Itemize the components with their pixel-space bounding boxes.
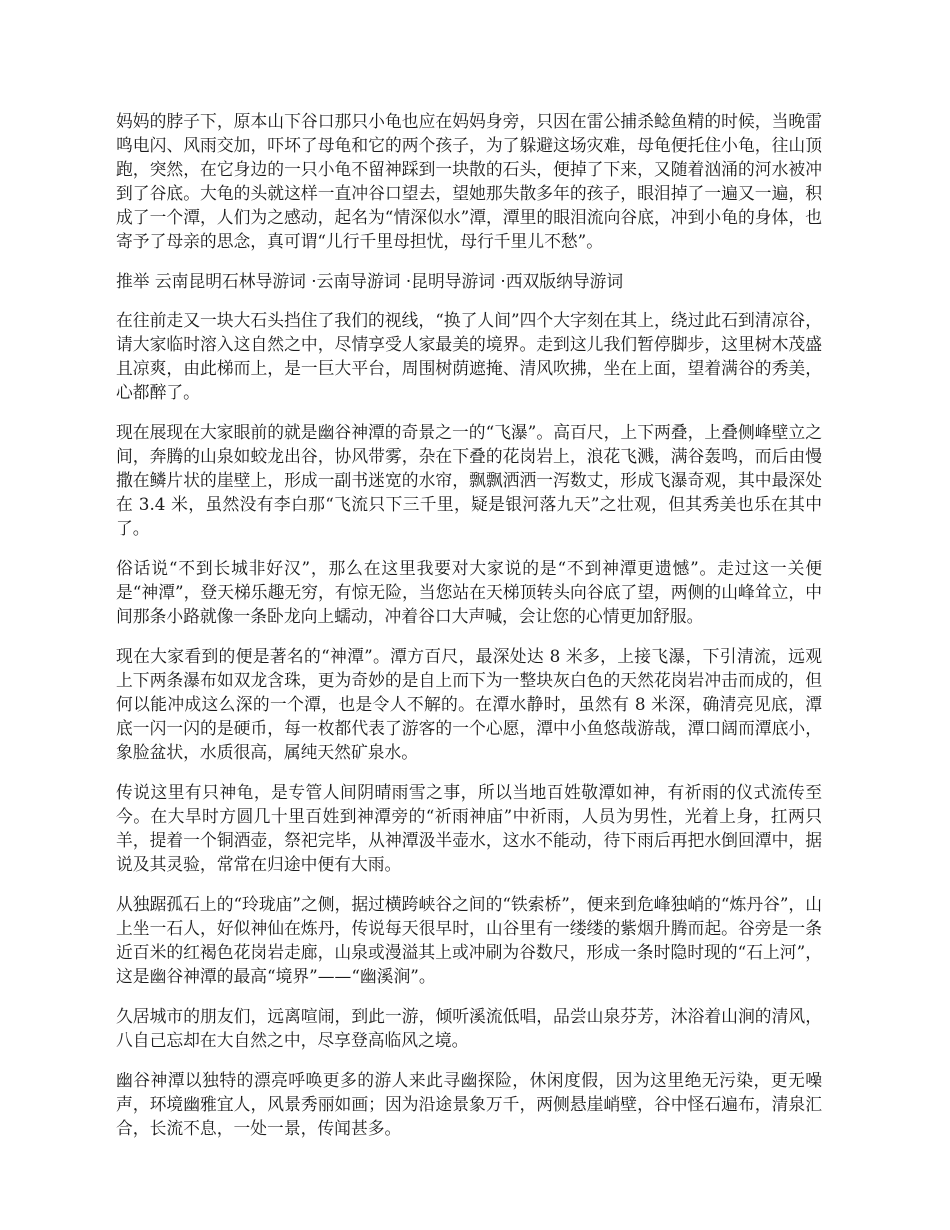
paragraph-sky-ladder: 俗话说“不到长城非好汉”，那么在这里我要对大家说的是“不到神潭更遗憾”。走过这一关便是“神潭”，登天梯乐趣无穷，有惊无险，当您站在天梯顶转头向谷底了望，两侧的山峰耸立，中间那条小路就像一条卧龙向上蠕动，冲着谷口大声喊，会让您的心情更加舒服。	[116, 558, 822, 626]
paragraph-turtle-legend: 妈妈的脖子下，原本山下谷口那只小龟也应在妈妈身旁，只因在雷公捕杀鲶鱼精的时候，当晚雷鸣电闪、风雨交加，吓坏了母龟和它的两个孩子，为了躲避这场灾难，母龟便托住小龟，往山顶跑，突然，在它身边的一只小龟不留神踩到一块散的石头，便掉了下来，又随着汹涌的河水被冲到了谷底。大龟的头就这样一直冲谷口望去，望她那失散多年的孩子，眼泪掉了一遍又一遍，积成了一个潭，人们为之感动，起名为“情深似水”潭，潭里的眼泪流向谷底，冲到小龟的身体，也寄予了母亲的思念，真可谓“儿行千里母担忧，母行千里儿不愁”。	[116, 111, 822, 251]
paragraph-alchemy-valley: 从独踞孤石上的“玲珑庙”之侧，据过横跨峡谷之间的“铁索桥”，便来到危峰独峭的“炼丹谷”，山上坐一石人，好似神仙在炼丹，传说每天很早时，山谷里有一缕缕的紫烟升腾而起。谷旁是一条近百米的红褐色花岗岩走廊，山泉或漫溢其上或冲刷为谷数尺，形成一条时隐时现的“石上河”，这是幽谷神潭的最高“境界”——“幽溪涧”。	[116, 894, 822, 986]
paragraph-city-friends: 久居城市的朋友们，远离喧闹，到此一游，倾听溪流低唱，品尝山泉芬芳，沐浴着山涧的清风，八自己忘却在大自然之中，尽享登高临风之境。	[116, 1006, 822, 1050]
paragraph-conclusion: 幽谷神潭以独特的漂亮呼唤更多的游人来此寻幽探险，休闲度假，因为这里绝无污染，更无噪声，环境幽雅宜人，风景秀丽如画；因为沿途景象万千，两侧悬崖峭壁，谷中怪石遍布，清泉汇合，长流不息，一处一景，传闻甚多。	[116, 1070, 822, 1138]
paragraph-divine-pool: 现在大家看到的便是著名的“神潭”。潭方百尺，最深处达 8 米多，上接飞瀑，下引清流，远观上下两条瀑布如双龙含珠，更为奇妙的是自上而下为一整块灰白色的天然花岗岩冲击而成的，但何以能冲成这么深的一个潭，也是令人不解的。在潭水静时，虽然有 8 米深，确清亮见底，潭底一闪一闪的是硬币，每一枚都代表了游客的一个心愿，潭中小鱼悠哉游哉，潭口阔而潭底小，象脸盆状，水质很高，属纯天然矿泉水。	[116, 646, 822, 762]
paragraph-cool-valley: 在往前走又一块大石头挡住了我们的视线，“换了人间”四个大字刻在其上，绕过此石到清凉谷，请大家临时溶入这自然之中，尽情享受人家最美的境界。走到这儿我们暂停脚步，这里树木茂盛且凉爽，由此梯而上，是一巨大平台，周围树荫遮掩、清风吹拂，坐在上面，望着满谷的秀美，心都醉了。	[116, 310, 822, 402]
paragraph-waterfall: 现在展现在大家眼前的就是幽谷神潭的奇景之一的“飞瀑”。高百尺，上下两叠，上叠侧峰壁立之间，奔腾的山泉如蛟龙出谷，协风带雾，杂在下叠的花岗岩上，浪花飞溅，满谷轰鸣，而后由慢撒在鳞片状的崖壁上，形成一副书迷宽的水帘，飘飘洒洒一泻数丈，形成飞瀑奇观，其中最深处在 3.4 米，虽然没有李白那“飞流只下三千里，疑是银河落九天”之壮观，但其秀美也乐在其中了。	[116, 422, 822, 538]
paragraph-divine-turtle: 传说这里有只神龟，是专管人间阴晴雨雪之事，所以当地百姓敬潭如神，有祈雨的仪式流传至今。在大旱时方圆几十里百姓到神潭旁的“祈雨神庙”中祈雨，人员为男性，光着上身，扛两只羊，提着一个铜酒壶，祭祀完毕，从神潭汲半壶水，这水不能动，待下雨后再把水倒回潭中，据说及其灵验，常常在归途中便有大雨。	[116, 782, 822, 874]
paragraph-recommendations: 推举 云南昆明石林导游词 ·云南导游词 ·昆明导游词 ·西双版纳导游词	[116, 271, 624, 291]
